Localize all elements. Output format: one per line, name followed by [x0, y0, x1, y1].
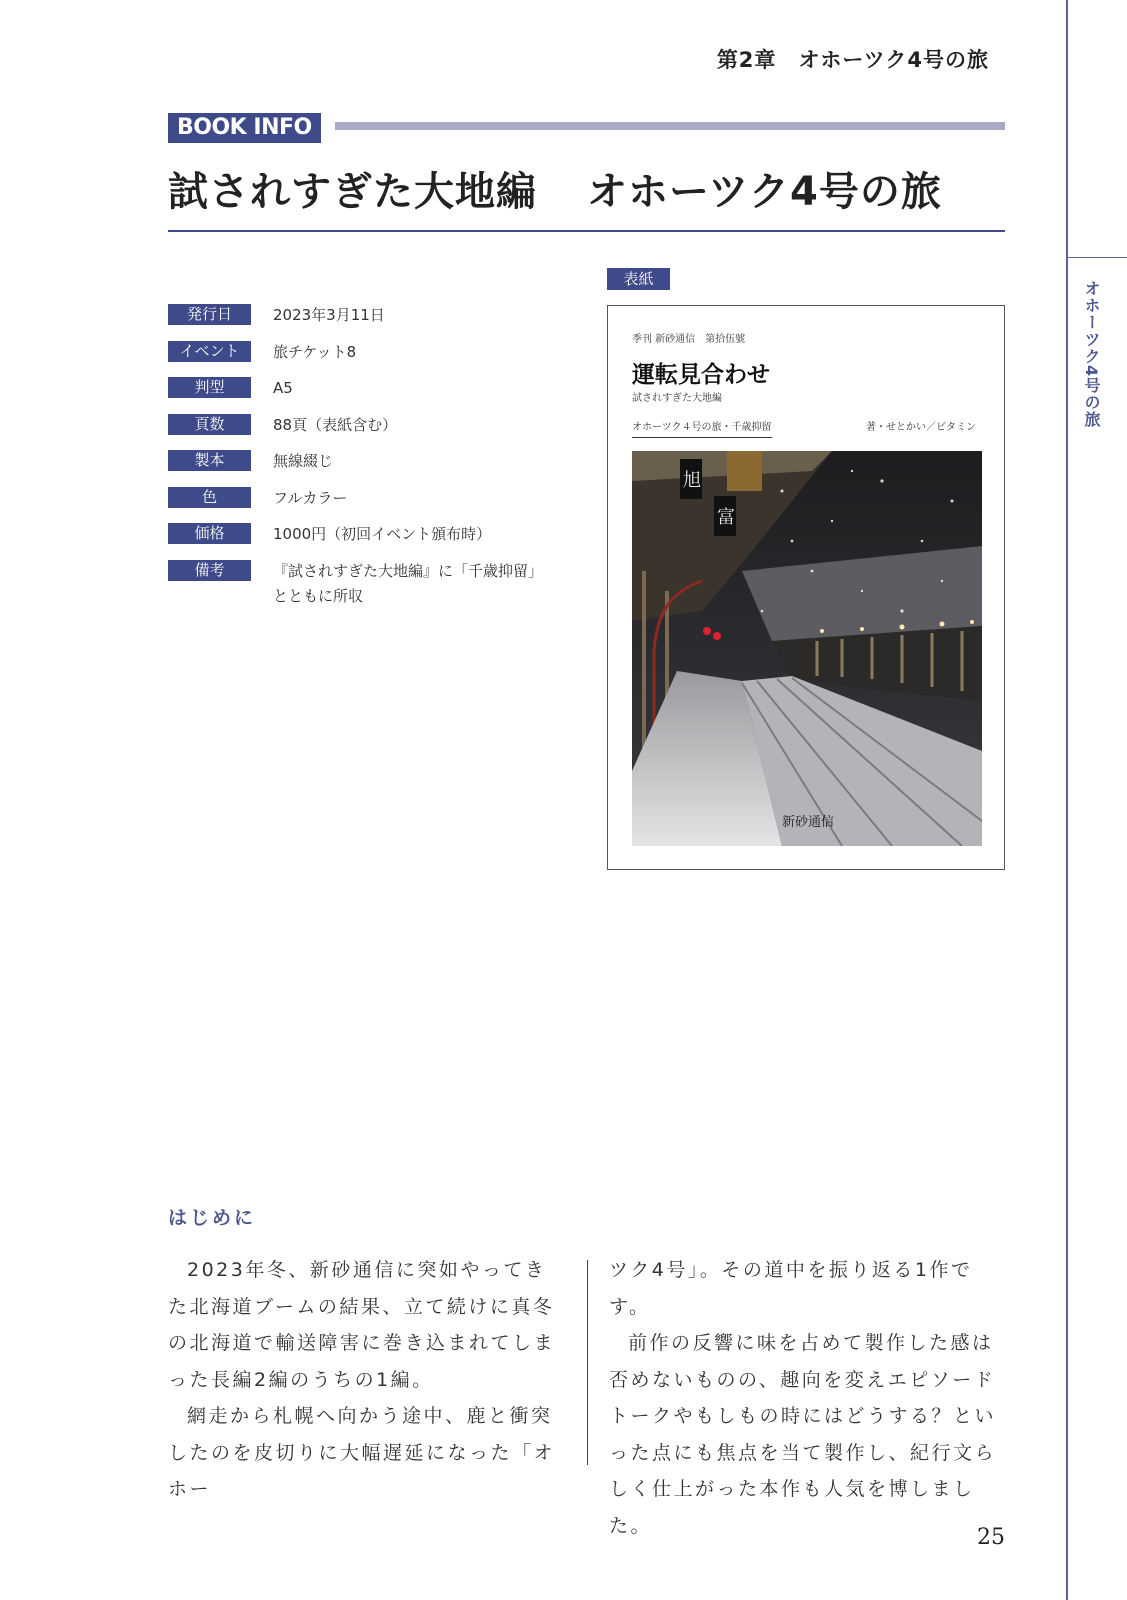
book-info-bar	[335, 122, 1005, 130]
station-sign-1-text: 旭	[683, 470, 701, 491]
section-heading: はじめに	[168, 1207, 257, 1229]
info-label: イベント	[168, 341, 251, 362]
page-number: 25	[977, 1525, 1005, 1550]
column-divider	[587, 1260, 588, 1465]
body-column-right	[609, 1252, 1007, 1544]
page-title	[168, 160, 942, 217]
info-value: 88頁（表紙含む）	[273, 415, 398, 434]
body-paragraph: 前作の反響に味を占めて製作した感は否めないものの、趣向を変えエピソードトークやもしもの時にはどうする？といった点にも焦点を当て製作し、紀行文らしく仕上がった本作も人気を博しました。	[609, 1332, 997, 1537]
red-signal-light	[713, 632, 721, 640]
cover-title: 運転見合わせ	[632, 361, 770, 388]
snowy-platform-illustration	[632, 451, 982, 846]
cover-subtitle: 試されすぎた大地編	[632, 393, 722, 404]
info-value: 無線綴じ	[273, 452, 334, 470]
info-label: 備考	[168, 560, 251, 581]
station-sign-2-text: 富	[717, 507, 735, 528]
photo-logo: 新砂通信	[782, 815, 835, 830]
book-info-label: BOOK INFO	[168, 113, 321, 143]
info-value-line: とともに所収	[273, 586, 364, 605]
title-rule	[168, 230, 1005, 232]
body-column-left	[168, 1252, 566, 1508]
cover-label: 表紙	[607, 268, 670, 290]
page-title-part2: オホーツク4号の旅	[587, 169, 942, 215]
body-paragraph: 網走から札幌へ向かう途中、鹿と衝突したのを皮切りに大幅遅延になった「オホー	[168, 1405, 556, 1500]
cover-photo-snowy-platform	[632, 451, 982, 846]
cover-author: 著・せとかい／ビタミン	[866, 422, 976, 433]
running-head	[717, 44, 989, 74]
info-label: 価格	[168, 523, 251, 544]
info-value	[273, 559, 573, 609]
info-label: 色	[168, 487, 251, 508]
info-value: フルカラー	[273, 488, 348, 507]
info-value: 2023年3月11日	[273, 306, 385, 324]
cover-image	[607, 305, 1005, 870]
cover-series: 季刊 新砂通信 第拾伍號	[632, 334, 746, 345]
info-value: A5	[273, 379, 293, 397]
info-label: 製本	[168, 450, 251, 471]
running-head-title: オホーツク4号の旅	[798, 48, 989, 72]
body-paragraph: ツク4号」。その道中を振り返る1作です。	[609, 1259, 973, 1318]
page-title-part1: 試されすぎた大地編	[168, 169, 537, 215]
side-tab-divider	[1067, 257, 1127, 258]
red-signal-light	[703, 627, 711, 635]
hanging-lamp	[727, 451, 762, 491]
info-value: 旅チケット8	[273, 342, 357, 361]
info-label: 頁数	[168, 414, 251, 435]
cover-route: オホーツク４号の旅・千歳抑留	[632, 418, 772, 438]
body-paragraph: 2023年冬、新砂通信に突如やってきた北海道ブームの結果、立て続けに真冬の北海道で輸送障害に巻き込まれてしまった長編2編のうちの1編。	[168, 1259, 556, 1391]
info-value: 1000円（初回イベント頒布時）	[273, 525, 492, 543]
side-rule	[1066, 0, 1068, 1600]
side-chapter-tab: オホーツク4号の旅	[1082, 280, 1101, 429]
running-head-chapter: 第2章	[716, 48, 777, 72]
info-value-line: 『試されすぎた大地編』に「千歳抑留」	[273, 561, 544, 580]
info-label: 判型	[168, 377, 251, 398]
info-label: 発行日	[168, 304, 251, 325]
